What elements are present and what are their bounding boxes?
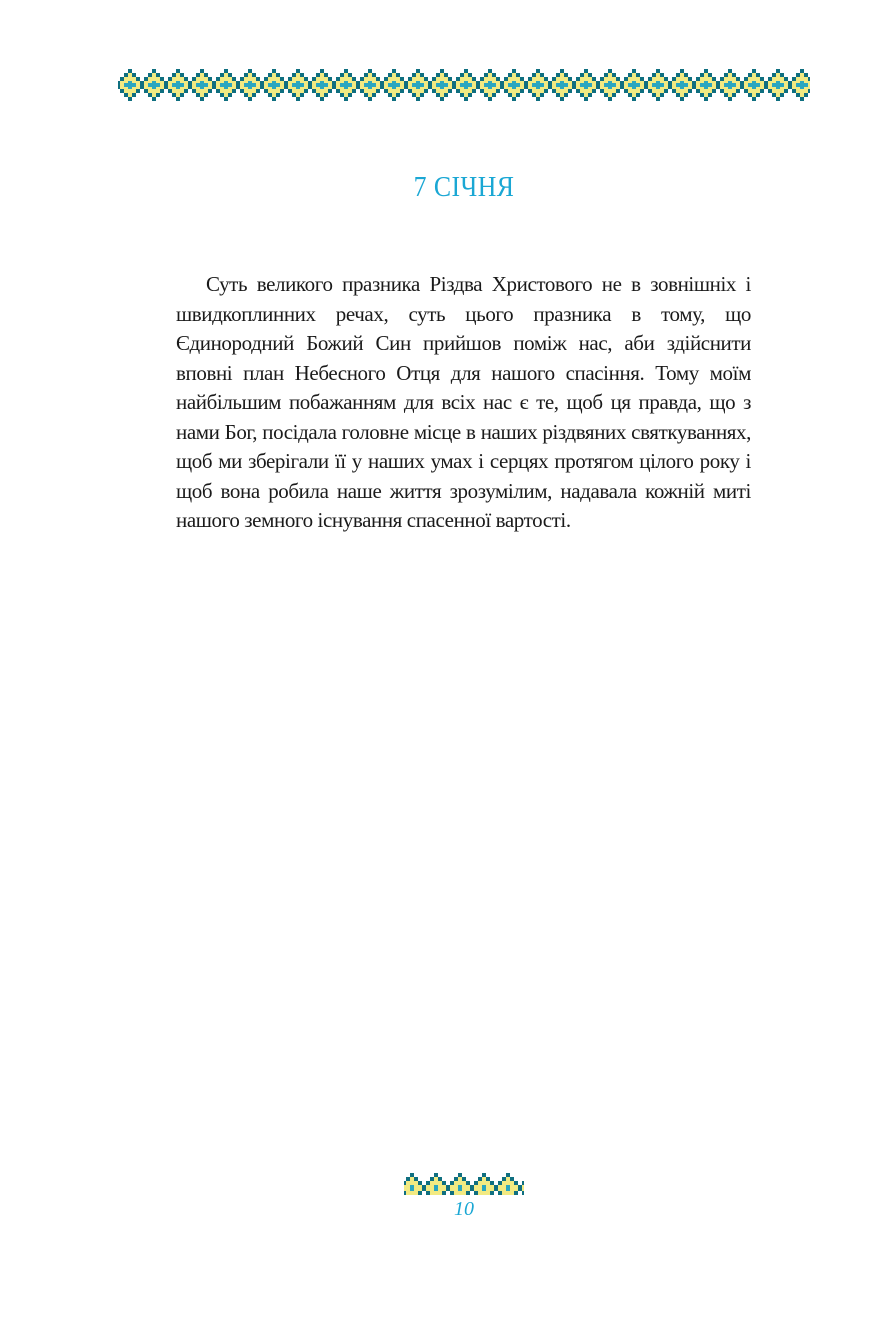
page-title: 7 СІЧНЯ	[413, 172, 515, 203]
body-paragraph: Суть великого празника Різдва Христового не в зовнішніх і швидкоплинних речах, суть цього празника в тому, що Єдинородний Божий Син прийшов поміж нас, аби здійснити вповні план Небесного Отця для нашого спасіння. Тому моїм найбільшим побажанням для всіх нас є те, щоб ця правда, що з нами Бог, посідала головне місце в наших різдвяних святкуваннях, щоб ми зберігали її у наших умах і серцях протягом цілого року і щоб вона робила наше життя зрозумілим, надавала кожній миті нашого земного існування спасенної вартості.	[176, 272, 751, 532]
page-number: 10	[454, 1198, 474, 1220]
top-embroidery-border	[118, 69, 810, 101]
